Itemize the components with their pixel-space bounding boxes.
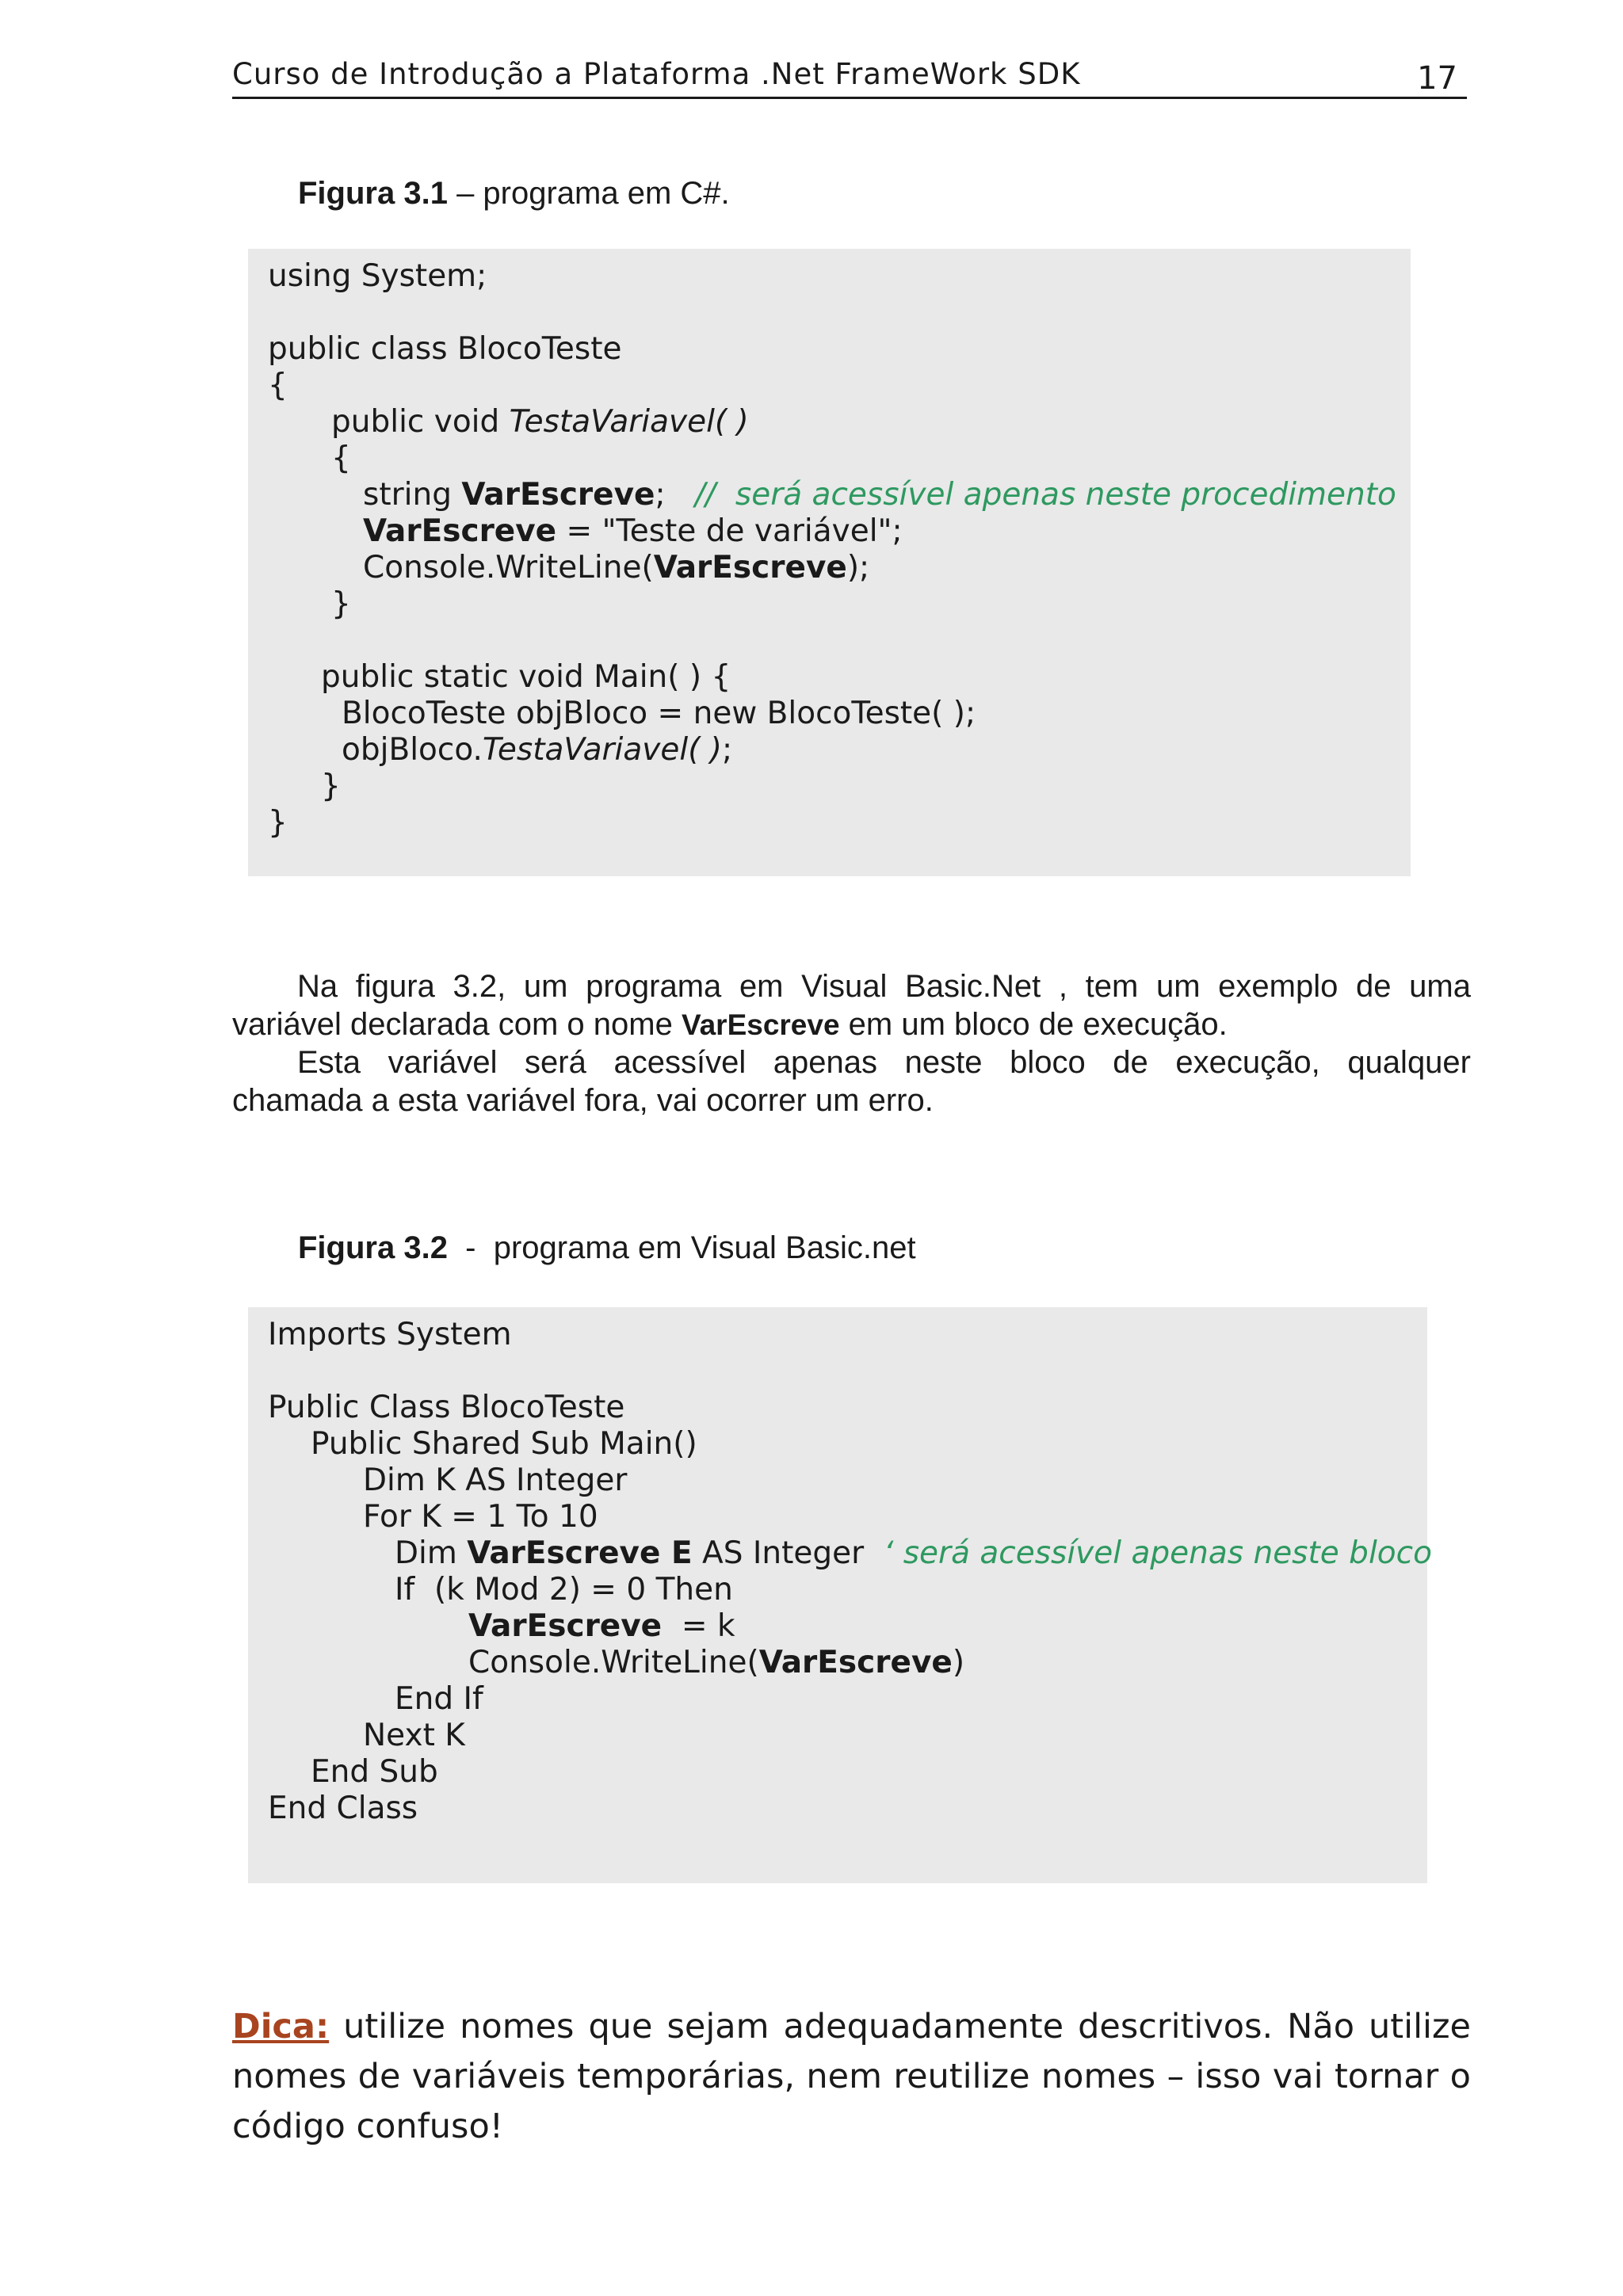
tip-label: Dica: <box>232 2007 330 2046</box>
code-line <box>395 1681 483 1718</box>
code-text: } <box>331 586 351 622</box>
code-line <box>363 513 903 550</box>
code-line <box>268 805 288 841</box>
figure-1-caption-text: – programa em C#. <box>447 176 730 211</box>
code-text: public static void Main( ) { <box>321 659 731 695</box>
code-comment: ‘ será acessível apenas neste bloco <box>883 1535 1432 1571</box>
figure-1-label: Figura 3.1 <box>298 176 448 211</box>
tip-line <box>232 2102 1471 2152</box>
tip-line <box>232 2002 1471 2052</box>
code-text: Console.WriteLine( <box>363 550 654 585</box>
tip-line <box>232 2052 1471 2102</box>
code-line <box>321 659 731 696</box>
code-text: If (k Mod 2) = 0 Then <box>395 1572 733 1608</box>
code-text: } <box>321 769 341 804</box>
code-line <box>395 1535 1432 1572</box>
figure-1-caption <box>298 176 730 212</box>
code-line <box>363 1499 598 1535</box>
variable-name: VarEscreve <box>653 550 847 585</box>
code-comment: // será acessível apenas neste procedimento <box>694 477 1396 513</box>
variable-name: VarEscreve <box>681 1009 840 1041</box>
code-line <box>468 1608 735 1645</box>
code-line <box>331 441 351 477</box>
code-line <box>395 1572 733 1608</box>
code-text: using System; <box>268 258 487 294</box>
code-text: = k <box>662 1608 735 1644</box>
code-line <box>363 550 869 586</box>
header-title: Curso de Introdução a Plataforma .Net FrameWork SDK <box>232 57 1081 91</box>
code-text: Public Shared Sub Main() <box>311 1426 697 1462</box>
figure-2-caption-text: - programa em Visual Basic.net <box>447 1230 916 1265</box>
code-text: For K = 1 To 10 <box>363 1499 598 1535</box>
tip-text: código confuso! <box>232 2107 504 2146</box>
code-text: Imports System <box>268 1317 512 1352</box>
code-text: string <box>363 477 462 513</box>
code-text: Dim K AS Integer <box>363 1463 628 1498</box>
code-text: objBloco. <box>342 732 483 768</box>
csharp-code-block <box>248 249 1411 876</box>
variable-name: VarEscreve <box>461 477 655 513</box>
paragraph-1-line-1 <box>232 967 1471 1005</box>
code-line <box>321 769 341 805</box>
code-text: End If <box>395 1681 483 1717</box>
tip-text: utilize nomes que sejam adequadamente descritivos. Não utilize <box>329 2007 1471 2046</box>
paragraph-text: Esta variável será acessível apenas neste bloco de execução, qualquer <box>297 1045 1471 1080</box>
code-text: } <box>268 805 288 841</box>
page-number: 17 <box>1417 60 1457 97</box>
code-text: End Class <box>268 1791 418 1826</box>
variable-name: VarEscreve <box>468 1608 663 1644</box>
figure-2-caption <box>298 1230 916 1266</box>
paragraph-text: chamada a esta variável fora, vai ocorrer um erro. <box>232 1083 934 1118</box>
page-header <box>232 55 1467 99</box>
code-line <box>342 732 732 769</box>
code-text: Console.WriteLine( <box>468 1645 759 1680</box>
method-name: TestaVariavel( ) <box>482 732 723 768</box>
code-line <box>311 1754 438 1791</box>
code-text: Public Class BlocoTeste <box>268 1390 625 1425</box>
paragraph-text: variável declarada com o nome <box>232 1007 682 1042</box>
paragraph-text: Na figura 3.2, um programa em Visual Basic.Net , tem um exemplo de uma <box>297 969 1471 1004</box>
code-text: BlocoTeste objBloco = new BlocoTeste( ); <box>342 696 976 731</box>
code-text: public void <box>331 404 510 440</box>
code-text: ) <box>952 1645 965 1680</box>
code-text: { <box>331 441 351 476</box>
paragraph-2-line-1 <box>232 1043 1471 1081</box>
code-text: AS Integer <box>692 1535 884 1571</box>
code-text: Dim <box>395 1535 468 1571</box>
paragraph-1-line-2 <box>232 1005 1471 1044</box>
code-line <box>331 586 351 623</box>
code-line <box>268 258 487 295</box>
code-line <box>363 1463 627 1499</box>
variable-name: VarEscreve <box>363 513 557 549</box>
code-line <box>468 1645 964 1681</box>
variable-name: VarEscreve E <box>467 1535 693 1571</box>
figure-2-label: Figura 3.2 <box>298 1230 448 1265</box>
code-text: { <box>268 368 288 403</box>
code-line <box>268 368 288 404</box>
code-text: ; <box>655 477 695 513</box>
tip-block <box>232 2002 1471 2152</box>
code-line <box>268 1791 418 1827</box>
code-line <box>268 331 622 368</box>
code-line <box>363 1718 465 1754</box>
code-line <box>331 404 749 441</box>
code-text: public class BlocoTeste <box>268 331 622 367</box>
code-line <box>363 477 1396 513</box>
tip-text: nomes de variáveis temporárias, nem reutilize nomes – isso vai tornar o <box>232 2057 1471 2096</box>
code-line <box>342 696 976 732</box>
code-line <box>311 1426 697 1463</box>
paragraph-2-line-2 <box>232 1081 1471 1119</box>
code-text: ; <box>722 732 733 768</box>
paragraph-text: em um bloco de execução. <box>839 1007 1228 1042</box>
vbnet-code-block <box>248 1307 1432 1883</box>
method-name: TestaVariavel( ) <box>509 404 749 440</box>
code-text: Next K <box>363 1718 465 1753</box>
code-text: ); <box>846 550 870 585</box>
code-line <box>268 1317 512 1353</box>
variable-name: VarEscreve <box>758 1645 953 1680</box>
code-text: End Sub <box>311 1754 438 1790</box>
code-line <box>268 1390 624 1426</box>
code-text: = "Teste de variável"; <box>556 513 903 549</box>
